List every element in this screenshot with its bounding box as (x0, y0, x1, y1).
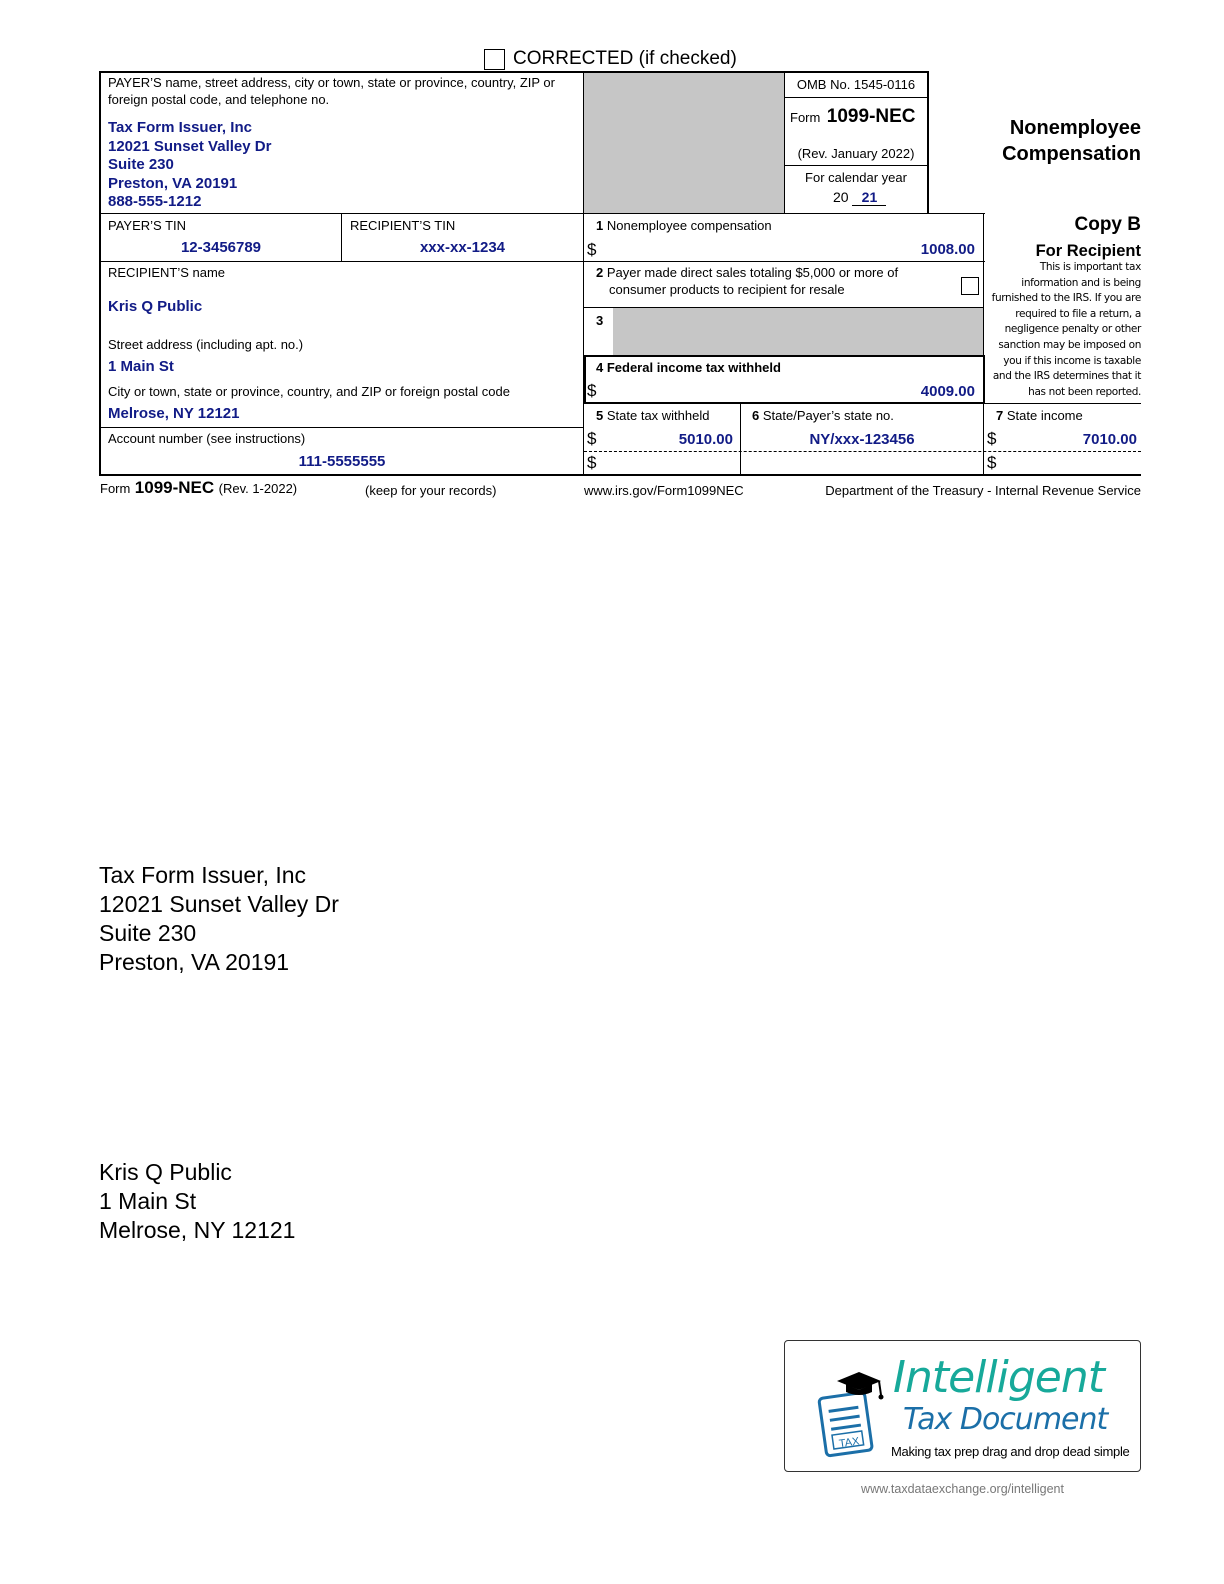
notice-line: has not been reported. (1028, 385, 1141, 398)
payer-tin-label: PAYER’S TIN (108, 218, 187, 233)
box6-label (752, 407, 894, 424)
sender-address (99, 861, 339, 977)
shaded-area-top (584, 73, 784, 213)
year-suffix: 21 (852, 189, 886, 206)
notice-line: This is important tax (1039, 261, 1141, 273)
notice-line: required to file a return, a (1015, 307, 1141, 320)
tax-doc-label: TAX (838, 1435, 861, 1451)
box-number: 2 (596, 265, 604, 280)
logo-box[interactable] (784, 1340, 1141, 1472)
recipient-street-label: Street address (including apt. no.) (108, 337, 304, 352)
dollar-sign: $ (987, 429, 997, 448)
recipient-city-value[interactable]: Melrose, NY 12121 (108, 405, 240, 422)
recipient-street-value[interactable]: 1 Main St (108, 358, 174, 375)
year-prefix: 20 (833, 189, 849, 205)
box-number: 6 (752, 408, 760, 423)
corrected-label: CORRECTED (if checked) (513, 48, 737, 69)
notice-line: furnished to the IRS. If you are (991, 292, 1141, 305)
recipient-name-value[interactable]: Kris Q Public (108, 298, 203, 315)
recipient-name-label: RECIPIENT’S name (108, 265, 226, 280)
box3-shaded-area (613, 308, 983, 356)
sender-line: Suite 230 (99, 920, 197, 946)
box-label-text: State tax withheld (606, 408, 710, 423)
footer-department: Department of the Treasury - Internal Revenue Service (825, 483, 1141, 498)
recipient-line: Melrose, NY 12121 (99, 1217, 296, 1243)
dollar-sign: $ (587, 453, 597, 472)
recipient-line: Kris Q Public (99, 1159, 232, 1185)
recipient-tin-value[interactable]: xxx-xx-1234 (419, 239, 506, 256)
payer-line: Preston, VA 20191 (108, 174, 238, 192)
notice-line: you if this income is taxable (1003, 354, 1141, 367)
account-number-label: Account number (see instructions) (108, 431, 306, 446)
footer-url[interactable]: www.irs.gov/Form1099NEC (584, 483, 744, 498)
form-footer-name (100, 478, 297, 498)
form-heading (940, 115, 1141, 167)
logo-url[interactable]: www.taxdataexchange.org/intelligent (861, 1482, 1064, 1496)
box-label-text: State income (1006, 408, 1083, 423)
sender-line: Preston, VA 20191 (99, 949, 290, 975)
box1-value[interactable]: 1008.00 (920, 241, 975, 258)
sender-line: Tax Form Issuer, Inc (99, 862, 307, 888)
box-number: 5 (596, 408, 604, 423)
recipient-line: 1 Main St (99, 1188, 197, 1214)
payer-line: Suite 230 (108, 156, 174, 173)
copy-notice (984, 260, 1141, 400)
payer-line: Tax Form Issuer, Inc (108, 119, 252, 136)
notice-line: negligence penalty or other (1004, 323, 1141, 336)
box-number: 7 (996, 408, 1004, 423)
recipient-mailing-address (99, 1158, 295, 1245)
footer-form-prefix: Form (100, 481, 131, 496)
box1-label (596, 217, 772, 234)
copy-subtitle: For Recipient (1035, 242, 1141, 260)
box-number: 1 (596, 218, 604, 233)
account-number-value[interactable]: 111-5555555 (298, 453, 386, 470)
form-title (790, 106, 916, 128)
payer-label: PAYER’S name, street address, city or town, state or province, country, ZIP or foreign postal code, and telephone no. (108, 75, 555, 107)
payer-address (108, 119, 271, 212)
title-line: Compensation (1002, 143, 1141, 165)
logo-tagline: Making tax prep drag and drop dead simple (891, 1444, 1130, 1459)
tax-document-icon (813, 1367, 893, 1459)
box7-label (996, 407, 1083, 424)
sender-line: 12021 Sunset Valley Dr (99, 891, 339, 917)
box2-checkbox[interactable] (961, 277, 979, 295)
box5-label (596, 407, 709, 424)
box2-label-line2: consumer products to recipient for resale (609, 282, 845, 297)
box6-value[interactable]: NY/xxx-123456 (809, 431, 915, 448)
recipient-tin-label: RECIPIENT’S TIN (350, 218, 456, 233)
form-prefix: Form (790, 110, 821, 125)
omb-number: OMB No. 1545-0116 (796, 77, 916, 92)
box-label-text: State/Payer’s state no. (762, 408, 894, 423)
notice-line: and the IRS determines that it (992, 370, 1141, 383)
recipient-city-label: City or town, state or province, country, and ZIP or foreign postal code (108, 384, 510, 399)
calendar-year-label: For calendar year (805, 170, 907, 185)
logo-word-intelligent: Intelligent (893, 1352, 1104, 1403)
payer-tin-value[interactable]: 12-3456789 (180, 239, 262, 256)
box5-value[interactable]: 5010.00 (678, 431, 733, 448)
copy-title: Copy B (1074, 214, 1141, 235)
payer-line: 888-555-1212 (108, 193, 202, 210)
box3-label: 3 (596, 313, 604, 328)
footer-rev: (Rev. 1-2022) (218, 481, 298, 496)
payer-line: 12021 Sunset Valley Dr (108, 137, 272, 155)
dollar-sign: $ (587, 240, 597, 259)
corrected-checkbox[interactable] (484, 49, 505, 70)
title-line: Nonemployee (1009, 117, 1141, 139)
logo-word-tax-document: Tax Document (903, 1402, 1108, 1437)
footer-form-name: 1099-NEC (134, 478, 215, 497)
dollar-sign: $ (987, 453, 997, 472)
form-revision: (Rev. January 2022) (797, 146, 915, 161)
box7-value[interactable]: 7010.00 (1082, 431, 1137, 448)
box4-value[interactable]: 4009.00 (920, 383, 975, 400)
form-name: 1099-NEC (826, 106, 916, 127)
dollar-sign: $ (587, 381, 597, 400)
box-label-text: Payer made direct sales totaling $5,000 or more of (606, 265, 899, 280)
dollar-sign: $ (587, 429, 597, 448)
box4-label: 4 Federal income tax withheld (596, 360, 781, 375)
footer-keep-note: (keep for your records) (365, 483, 497, 498)
calendar-year (833, 189, 886, 206)
notice-line: sanction may be imposed on (998, 338, 1141, 351)
box-label-text: Nonemployee compensation (606, 218, 772, 233)
box2-label (596, 264, 898, 281)
notice-line: information and is being (1021, 276, 1141, 289)
